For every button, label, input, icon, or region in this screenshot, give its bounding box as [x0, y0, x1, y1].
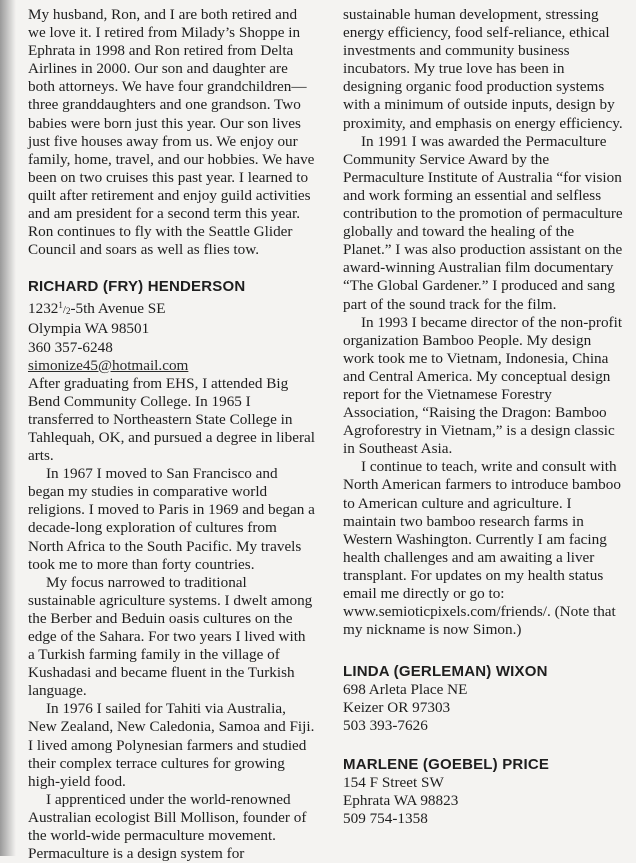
person-phone: 360 357-6248: [28, 338, 113, 356]
person-name: LINDA (GERLEMAN) WIXON: [343, 663, 548, 681]
person-email-link[interactable]: simonize45@hotmail.com: [28, 356, 189, 374]
bio-paragraph: sustainable human development, stressing energy efficiency, food self-reliance, ethical investments and community business incubators. My true love has been in designing organic food production systems with a minimum of outside inputs, design by proximity, and emphasis on energy efficiency.: [343, 6, 623, 132]
left-column: [28, 6, 316, 863]
person-street: 154 F Street SW: [343, 773, 444, 791]
person-name: RICHARD (FRY) HENDERSON: [28, 278, 246, 296]
bio-paragraph: After graduating from EHS, I attended Big Bend Community College. In 1965 I transferred to Northeastern State College in Tahlequah, OK, and pursued a degree in liberal arts.: [28, 374, 315, 465]
intro-paragraph: My husband, Ron, and I are both retired and we love it. I retired from Milady’s Shoppe in Ephrata in 1998 and Ron retired from Delta Airlines in 2000. Our son and daughter are both attorneys. We have four grandchildren—three granddaughters and one grandson. Two babies were born just this year. Our son lives just five houses away from us. We enjoy our family, home, travel, and our hobbies. We have been on two cruises this past year. I learned to quilt after retirement and enjoy guild activities and am president for a second term this year. Ron continues to fly with the Seattle Glider Council and soars as well as flies tow.: [28, 6, 315, 259]
person-city: Ephrata WA 98823: [343, 791, 459, 809]
street-number: 1232: [28, 300, 59, 318]
bio-paragraph: In 1976 I sailed for Tahiti via Australia, New Zealand, New Caledonia, Samoa and Fiji. I lived among Polynesian farmers and studied their complex terrace cultures for growing high-yield food.: [28, 700, 315, 790]
street-rest: -5th Avenue SE: [70, 300, 166, 318]
page-binding-shadow: [0, 0, 16, 856]
fraction-numerator: 1: [58, 300, 63, 311]
person-street: 698 Arleta Place NE: [343, 681, 468, 699]
bio-paragraph: In 1967 I moved to San Francisco and began my studies in comparative world religions. I moved to Paris in 1969 and began a decade-long exploration of cultures from North Africa to the South Pacific. My travels took me to more than forty countries.: [28, 465, 315, 573]
person-phone: 503 393-7626: [343, 717, 428, 735]
person-street: [28, 296, 316, 320]
person-city: Keizer OR 97303: [343, 699, 451, 717]
person-name: MARLENE (GOEBEL) PRICE: [343, 755, 550, 773]
bio-paragraph: I apprenticed under the world-renowned Australian ecologist Bill Mollison, founder of the world-wide permaculture movement. Permaculture is a design system for: [28, 790, 307, 863]
street-fraction: $^1/_2$: [58, 300, 71, 317]
person-phone: 509 754-1358: [343, 809, 428, 827]
right-column: [343, 6, 625, 828]
bio-paragraph: In 1993 I became director of the non-profit organization Bamboo People. My design work took me to Vietnam, Indonesia, China and Central America. My conceptual design report for the Vietnamese Forestry Association, “Raising the Dragon: Bamboo Agroforestry in Vietnam,” is a design classic in Southeast Asia.: [343, 313, 623, 458]
fraction-denominator: 2: [65, 306, 71, 317]
person-city: Olympia WA 98501: [28, 320, 150, 338]
bio-paragraph: My focus narrowed to traditional sustainable agriculture systems. I dwelt among the Berber and Beduin oasis cultures on the edge of the Sahara. For two years I lived with a Turkish farming family in the village of Kushadasi and became fluent in the Turkish language.: [28, 573, 313, 700]
bio-paragraph: In 1991 I was awarded the Permaculture Community Service Award by the Permaculture Institute of Australia “for vision and work forming an essential and selfless contribution to the promotion of permaculture globally and toward the healing of the Planet.” I was also production assistant on the award-winning Australian film documentary “The Global Gardener.” I produced and sang part of the sound track for the film.: [343, 132, 623, 313]
bio-paragraph: I continue to teach, write and consult with North American farmers to introduce bamboo to American culture and agriculture. I maintain two bamboo research farms in Western Washington. Currently I am facing health challenges and am awaiting a liver transplant. For updates on my health status email me directly or go to: www.semioticpixels.com/friends/. (Note that my nickname is now Simon.): [343, 458, 621, 639]
